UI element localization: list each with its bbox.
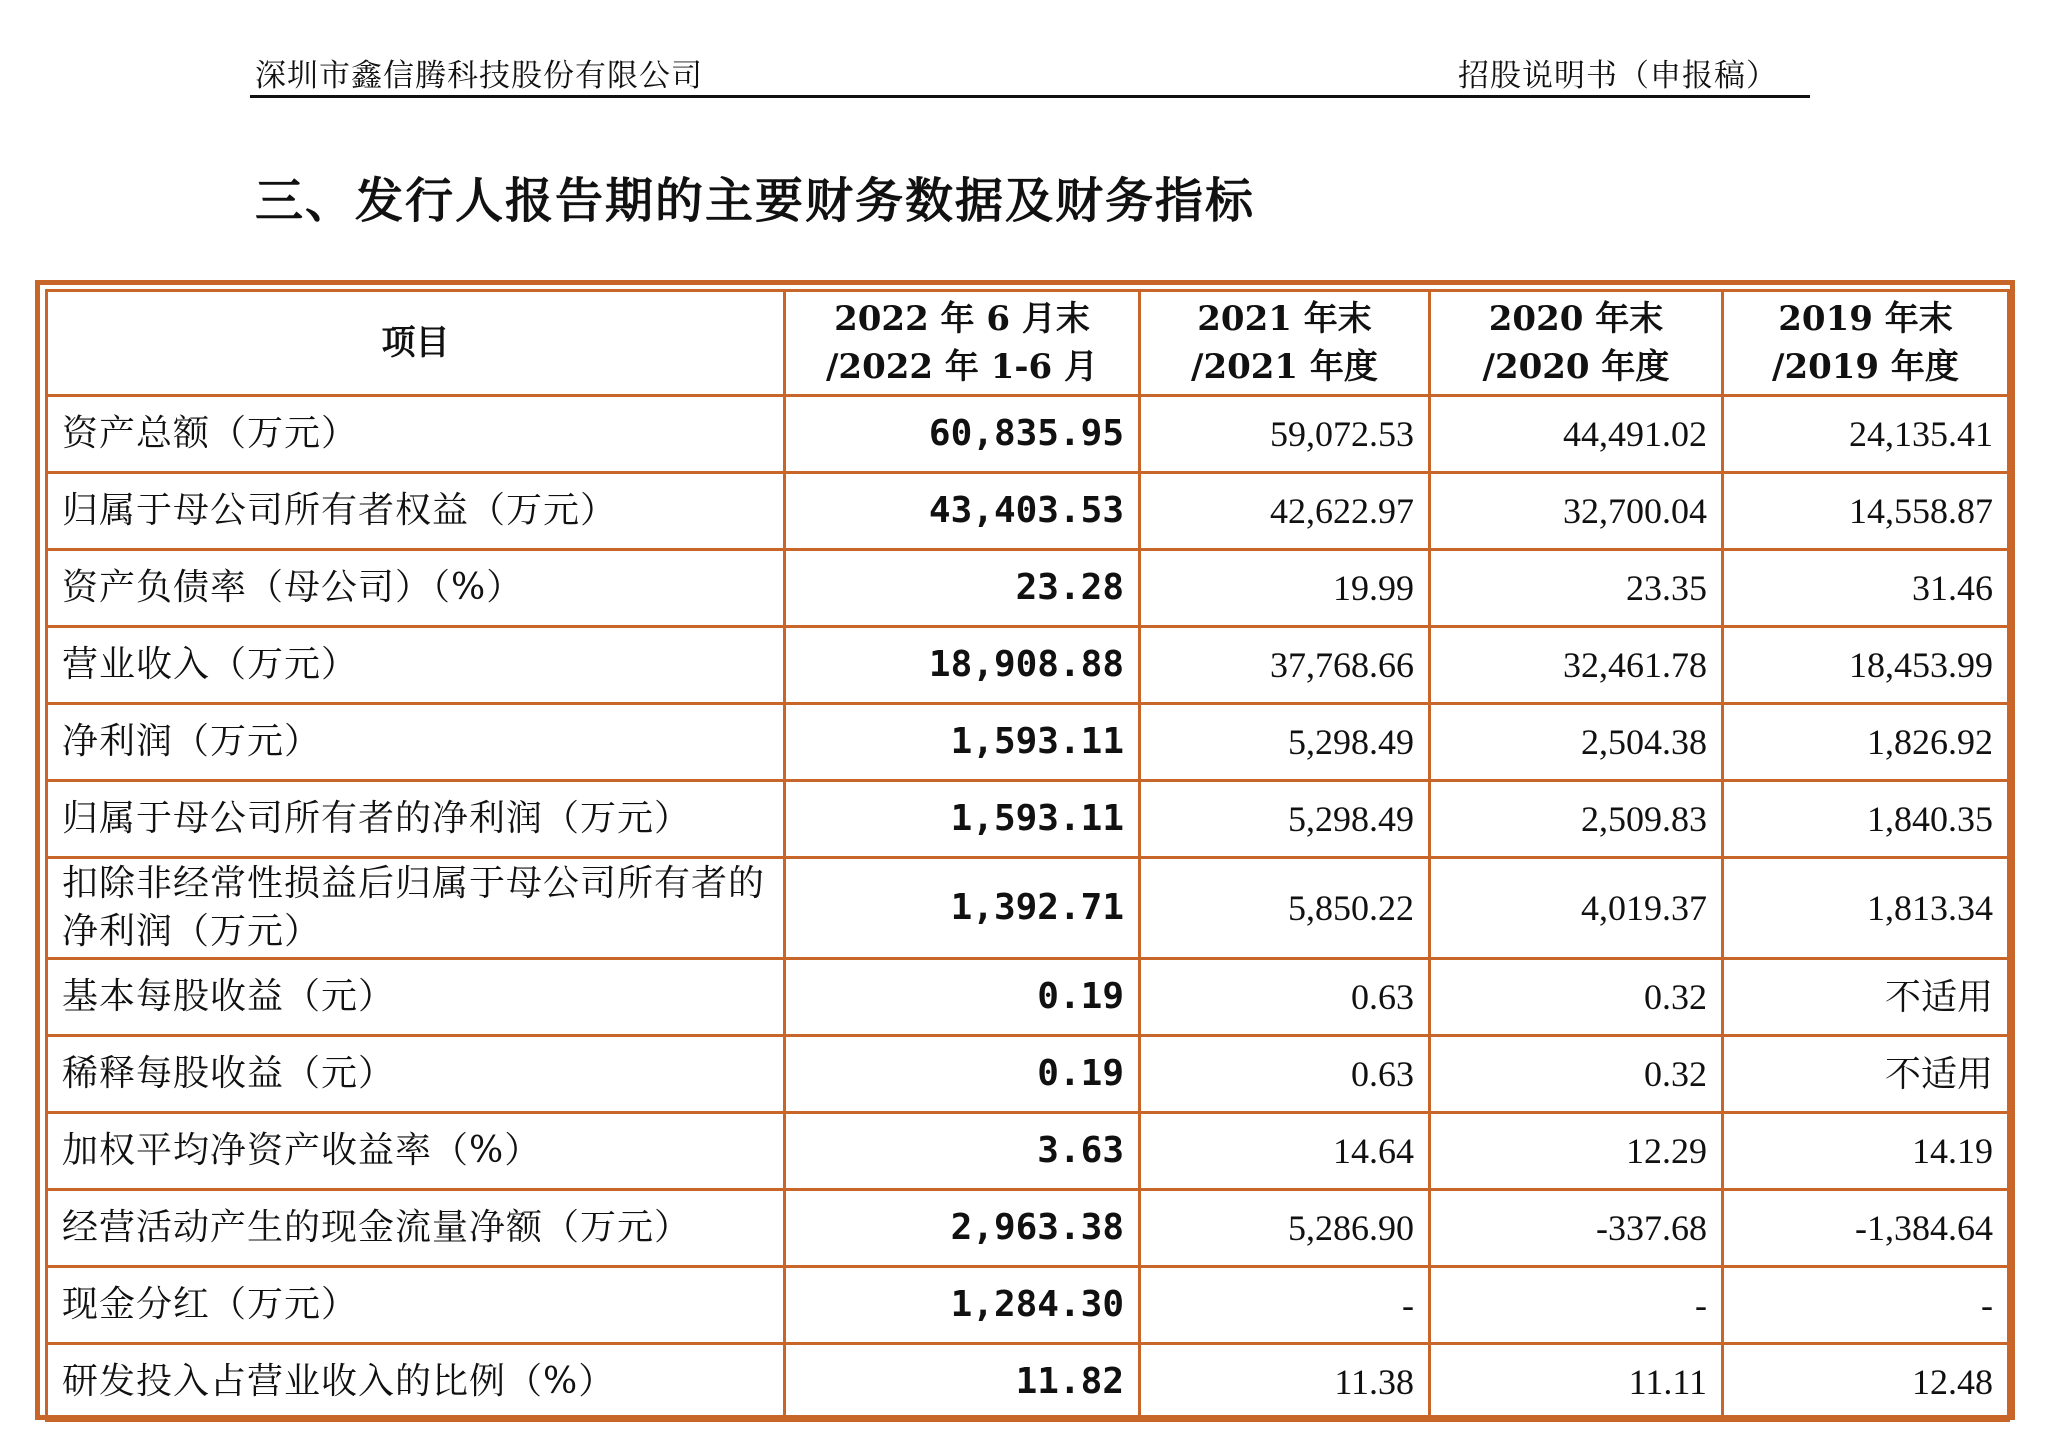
row-label: 资产总额（万元） <box>47 396 785 473</box>
cell-2021: 0.63 <box>1140 959 1430 1036</box>
cell-2019: 31.46 <box>1723 550 2009 627</box>
cell-2019: 1,840.35 <box>1723 781 2009 858</box>
cell-2019: 1,826.92 <box>1723 704 2009 781</box>
cell-2020: 11.11 <box>1430 1344 1723 1421</box>
row-label: 营业收入（万元） <box>47 627 785 704</box>
table-row <box>47 704 2009 781</box>
header-divider <box>250 95 1810 98</box>
cell-2021: - <box>1140 1267 1430 1344</box>
cell-2022: 0.19 <box>785 959 1140 1036</box>
cell-2020: 0.32 <box>1430 959 1723 1036</box>
table-row <box>47 396 2009 473</box>
cell-2019: 18,453.99 <box>1723 627 2009 704</box>
cell-2019: 14,558.87 <box>1723 473 2009 550</box>
cell-2020: 44,491.02 <box>1430 396 1723 473</box>
cell-2020: 32,700.04 <box>1430 473 1723 550</box>
cell-2019: -1,384.64 <box>1723 1190 2009 1267</box>
row-label: 净利润（万元） <box>47 704 785 781</box>
cell-2022: 1,392.71 <box>785 858 1140 959</box>
column-header-2022: 2022 年 6 月末 /2022 年 1-6 月 <box>785 291 1140 396</box>
table-row <box>47 1036 2009 1113</box>
row-label: 归属于母公司所有者权益（万元） <box>47 473 785 550</box>
cell-2019: 1,813.34 <box>1723 858 2009 959</box>
row-label: 稀释每股收益（元） <box>47 1036 785 1113</box>
cell-2019: 不适用 <box>1723 959 2009 1036</box>
cell-2022: 3.63 <box>785 1113 1140 1190</box>
column-header-2020: 2020 年末 /2020 年度 <box>1430 291 1723 396</box>
cell-2020: 12.29 <box>1430 1113 1723 1190</box>
cell-2021: 59,072.53 <box>1140 396 1430 473</box>
column-header-item: 项目 <box>47 291 785 396</box>
company-name: 深圳市鑫信腾科技股份有限公司 <box>255 58 703 94</box>
cell-2019: 24,135.41 <box>1723 396 2009 473</box>
row-label: 扣除非经常性损益后归属于母公司所有者的净利润（万元） <box>47 858 785 959</box>
section-title: 三、发行人报告期的主要财务数据及财务指标 <box>255 173 1256 229</box>
cell-2019: - <box>1723 1267 2009 1344</box>
cell-2021: 14.64 <box>1140 1113 1430 1190</box>
column-header-2019: 2019 年末 /2019 年度 <box>1723 291 2009 396</box>
table-row <box>47 959 2009 1036</box>
cell-2021: 19.99 <box>1140 550 1430 627</box>
cell-2021: 5,298.49 <box>1140 781 1430 858</box>
table-row <box>47 1113 2009 1190</box>
table-row <box>47 781 2009 858</box>
table-row <box>47 858 2009 959</box>
cell-2022: 0.19 <box>785 1036 1140 1113</box>
row-label: 基本每股收益（元） <box>47 959 785 1036</box>
table-row <box>47 473 2009 550</box>
cell-2021: 11.38 <box>1140 1344 1430 1421</box>
cell-2022: 18,908.88 <box>785 627 1140 704</box>
cell-2022: 11.82 <box>785 1344 1140 1421</box>
cell-2019: 12.48 <box>1723 1344 2009 1421</box>
cell-2021: 5,850.22 <box>1140 858 1430 959</box>
table-row <box>47 550 2009 627</box>
cell-2020: - <box>1430 1267 1723 1344</box>
table-row <box>47 1190 2009 1267</box>
financial-data-table <box>45 289 2010 1422</box>
cell-2022: 1,284.30 <box>785 1267 1140 1344</box>
cell-2020: 23.35 <box>1430 550 1723 627</box>
cell-2019: 14.19 <box>1723 1113 2009 1190</box>
cell-2022: 1,593.11 <box>785 704 1140 781</box>
cell-2022: 43,403.53 <box>785 473 1140 550</box>
column-header-2021: 2021 年末 /2021 年度 <box>1140 291 1430 396</box>
cell-2022: 60,835.95 <box>785 396 1140 473</box>
cell-2022: 23.28 <box>785 550 1140 627</box>
cell-2020: 2,509.83 <box>1430 781 1723 858</box>
document-type: 招股说明书（申报稿） <box>1458 58 1778 94</box>
row-label: 加权平均净资产收益率（%） <box>47 1113 785 1190</box>
row-label: 经营活动产生的现金流量净额（万元） <box>47 1190 785 1267</box>
cell-2020: -337.68 <box>1430 1190 1723 1267</box>
cell-2019: 不适用 <box>1723 1036 2009 1113</box>
table-header-row <box>47 291 2009 396</box>
table-row <box>47 627 2009 704</box>
cell-2022: 1,593.11 <box>785 781 1140 858</box>
cell-2021: 37,768.66 <box>1140 627 1430 704</box>
row-label: 资产负债率（母公司）（%） <box>47 550 785 627</box>
row-label: 归属于母公司所有者的净利润（万元） <box>47 781 785 858</box>
cell-2020: 2,504.38 <box>1430 704 1723 781</box>
cell-2021: 5,286.90 <box>1140 1190 1430 1267</box>
cell-2020: 0.32 <box>1430 1036 1723 1113</box>
cell-2021: 0.63 <box>1140 1036 1430 1113</box>
row-label: 现金分红（万元） <box>47 1267 785 1344</box>
cell-2021: 42,622.97 <box>1140 473 1430 550</box>
cell-2020: 32,461.78 <box>1430 627 1723 704</box>
cell-2021: 5,298.49 <box>1140 704 1430 781</box>
table-row <box>47 1344 2009 1421</box>
table-row <box>47 1267 2009 1344</box>
row-label: 研发投入占营业收入的比例（%） <box>47 1344 785 1421</box>
cell-2022: 2,963.38 <box>785 1190 1140 1267</box>
cell-2020: 4,019.37 <box>1430 858 1723 959</box>
